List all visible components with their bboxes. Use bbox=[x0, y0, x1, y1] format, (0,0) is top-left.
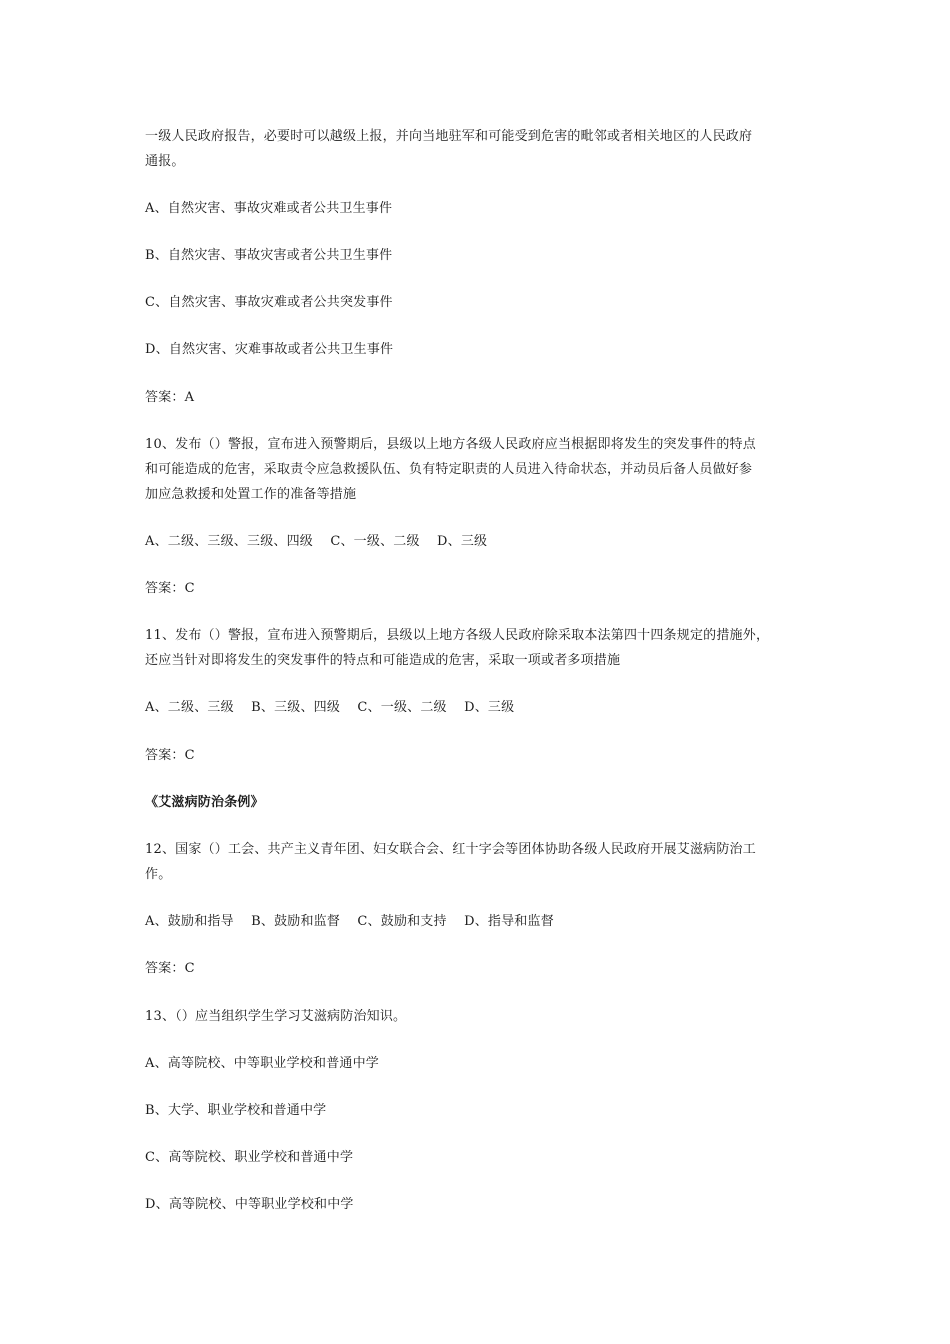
question-10-line: 和可能造成的危害，采取责令应急救援队伍、负有特定职责的人员进入待命状态，并动员后备人员做好参 bbox=[145, 462, 753, 477]
paragraph-line: 一级人民政府报告，必要时可以越级上报，并向当地驻军和可能受到危害的毗邻或者相关地区的人民政府 bbox=[145, 129, 753, 144]
section-heading: 《艾滋病防治条例》 bbox=[145, 795, 264, 810]
question-11-options: A、二级、三级 B、三级、四级 C、一级、二级 D、三级 bbox=[145, 700, 515, 715]
question-12-options: A、鼓励和指导 B、鼓励和监督 C、鼓励和支持 D、指导和监督 bbox=[145, 914, 554, 929]
question-11-line: 还应当针对即将发生的突发事件的特点和可能造成的危害，采取一项或者多项措施 bbox=[145, 653, 621, 668]
option-d: D、高等院校、中等职业学校和中学 bbox=[145, 1197, 354, 1212]
answer: 答案：C bbox=[145, 748, 195, 763]
paragraph-line: 通报。 bbox=[145, 154, 185, 169]
question-12-line: 12、国家（）工会、共产主义青年团、妇女联合会、红十字会等团体协助各级人民政府开展艾滋病防治工 bbox=[145, 842, 756, 857]
option-a: A、高等院校、中等职业学校和普通中学 bbox=[145, 1056, 379, 1071]
option-b: B、大学、职业学校和普通中学 bbox=[145, 1103, 327, 1118]
question-10-options: A、二级、三级、三级、四级 C、一级、二级 D、三级 bbox=[145, 534, 488, 549]
question-12-line: 作。 bbox=[145, 867, 172, 882]
answer: 答案：C bbox=[145, 961, 195, 976]
option-c: C、自然灾害、事故灾难或者公共突发事件 bbox=[145, 295, 393, 310]
option-c: C、高等院校、职业学校和普通中学 bbox=[145, 1150, 354, 1165]
option-d: D、自然灾害、灾难事故或者公共卫生事件 bbox=[145, 342, 394, 357]
question-10-line: 10、发布（）警报，宣布进入预警期后，县级以上地方各级人民政府应当根据即将发生的突发事件的特点 bbox=[145, 437, 756, 452]
option-b: B、自然灾害、事故灾害或者公共卫生事件 bbox=[145, 248, 393, 263]
answer: 答案：C bbox=[145, 581, 195, 596]
document-page bbox=[145, 0, 815, 1344]
question-11-line: 11、发布（）警报，宣布进入预警期后，县级以上地方各级人民政府除采取本法第四十四条规定的措施外， bbox=[145, 628, 770, 643]
question-13: 13、（）应当组织学生学习艾滋病防治知识。 bbox=[145, 1009, 407, 1024]
answer: 答案：A bbox=[145, 390, 195, 405]
option-a: A、自然灾害、事故灾难或者公共卫生事件 bbox=[145, 201, 393, 216]
question-10-line: 加应急救援和处置工作的准备等措施 bbox=[145, 487, 357, 502]
